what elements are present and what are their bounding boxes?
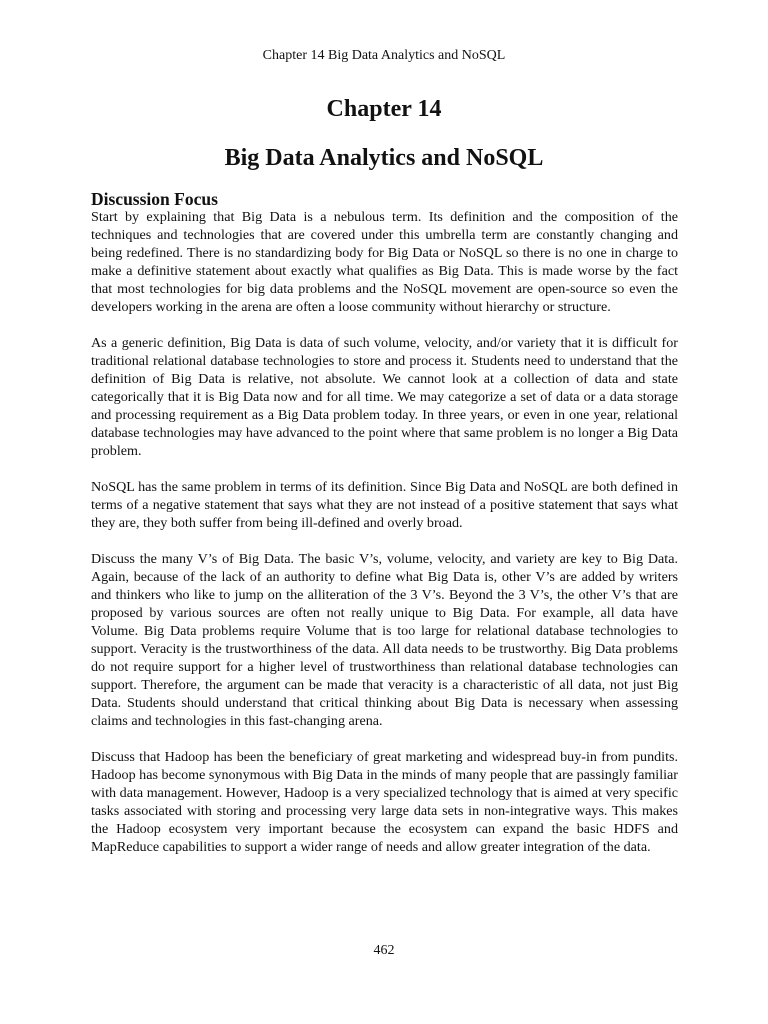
paragraph-4: Discuss the many V’s of Big Data. The basic V’s, volume, velocity, and variety are key to Big Data. Again, because of the lack of an authority to define what Big Data is, other V’s are added by writers and thinkers who like to jump on the alliteration of the 3 V’s. Beyond the 3 V’s, the other V’s that are proposed by various sources are often not really unique to Big Data. For example, all data have Volume. Big Data problems require Volume that is too large for relational database technologies to support. Veracity is the trustworthiness of the data. All data needs to be trustworthy. Big Data problems do not require support for a higher level of trustworthiness than relational database technologies can support. Therefore, the argument can be made that veracity is a characteristic of all data, not just Big Data. Students should understand that critical thinking about Big Data is necessary when assessing claims and technologies in this fast-changing arena.: [91, 551, 678, 729]
page-number: 462: [373, 943, 395, 958]
paragraph-1: Start by explaining that Big Data is a nebulous term. Its definition and the composition of the techniques and technologies that are covered under this umbrella term are constantly changing and being redefined. There is no standardizing body for Big Data or NoSQL so there is no one in charge to make a definitive statement about exactly what qualifies as Big Data. This is made worse by the fact that most technologies for big data problems and the NoSQL movement are open-source so even the developers working in the arena are often a loose community without hierarchy or structure.: [91, 209, 678, 315]
paragraph-3: NoSQL has the same problem in terms of its definition. Since Big Data and NoSQL are both defined in terms of a negative statement that says what they are not instead of a positive statement that says what they are, they both suffer from being ill-defined and overly broad.: [91, 479, 678, 531]
paragraph-2: As a generic definition, Big Data is data of such volume, velocity, and/or variety that it is difficult for traditional relational database technologies to store and process it. Students need to understand that the definition of Big Data is relative, not absolute. We cannot look at a collection of data and state categorically that it is Big Data now and for all time. We may categorize a set of data or a data storage and processing requirement as a Big Data problem today. In three years, or even in one year, relational database technologies may have advanced to the point where that same problem is no longer a Big Data problem.: [91, 335, 678, 459]
running-header: Chapter 14 Big Data Analytics and NoSQL: [262, 48, 506, 63]
body-text: [91, 208, 678, 874]
section-heading: Discussion Focus: [91, 189, 218, 209]
chapter-title: Big Data Analytics and NoSQL: [224, 145, 544, 171]
paragraph-5: Discuss that Hadoop has been the beneficiary of great marketing and widespread buy-in from pundits. Hadoop has become synonymous with Big Data in the minds of many people that are passingly familiar with data management. However, Hadoop is a very specialized technology that is aimed at very specific tasks associated with storing and processing very large data sets in non-integrative ways. This makes the Hadoop ecosystem very important because the ecosystem can expand the basic HDFS and MapReduce capabilities to support a wider range of needs and allow greater integration of the data.: [91, 749, 678, 855]
chapter-number: Chapter 14: [326, 96, 442, 122]
